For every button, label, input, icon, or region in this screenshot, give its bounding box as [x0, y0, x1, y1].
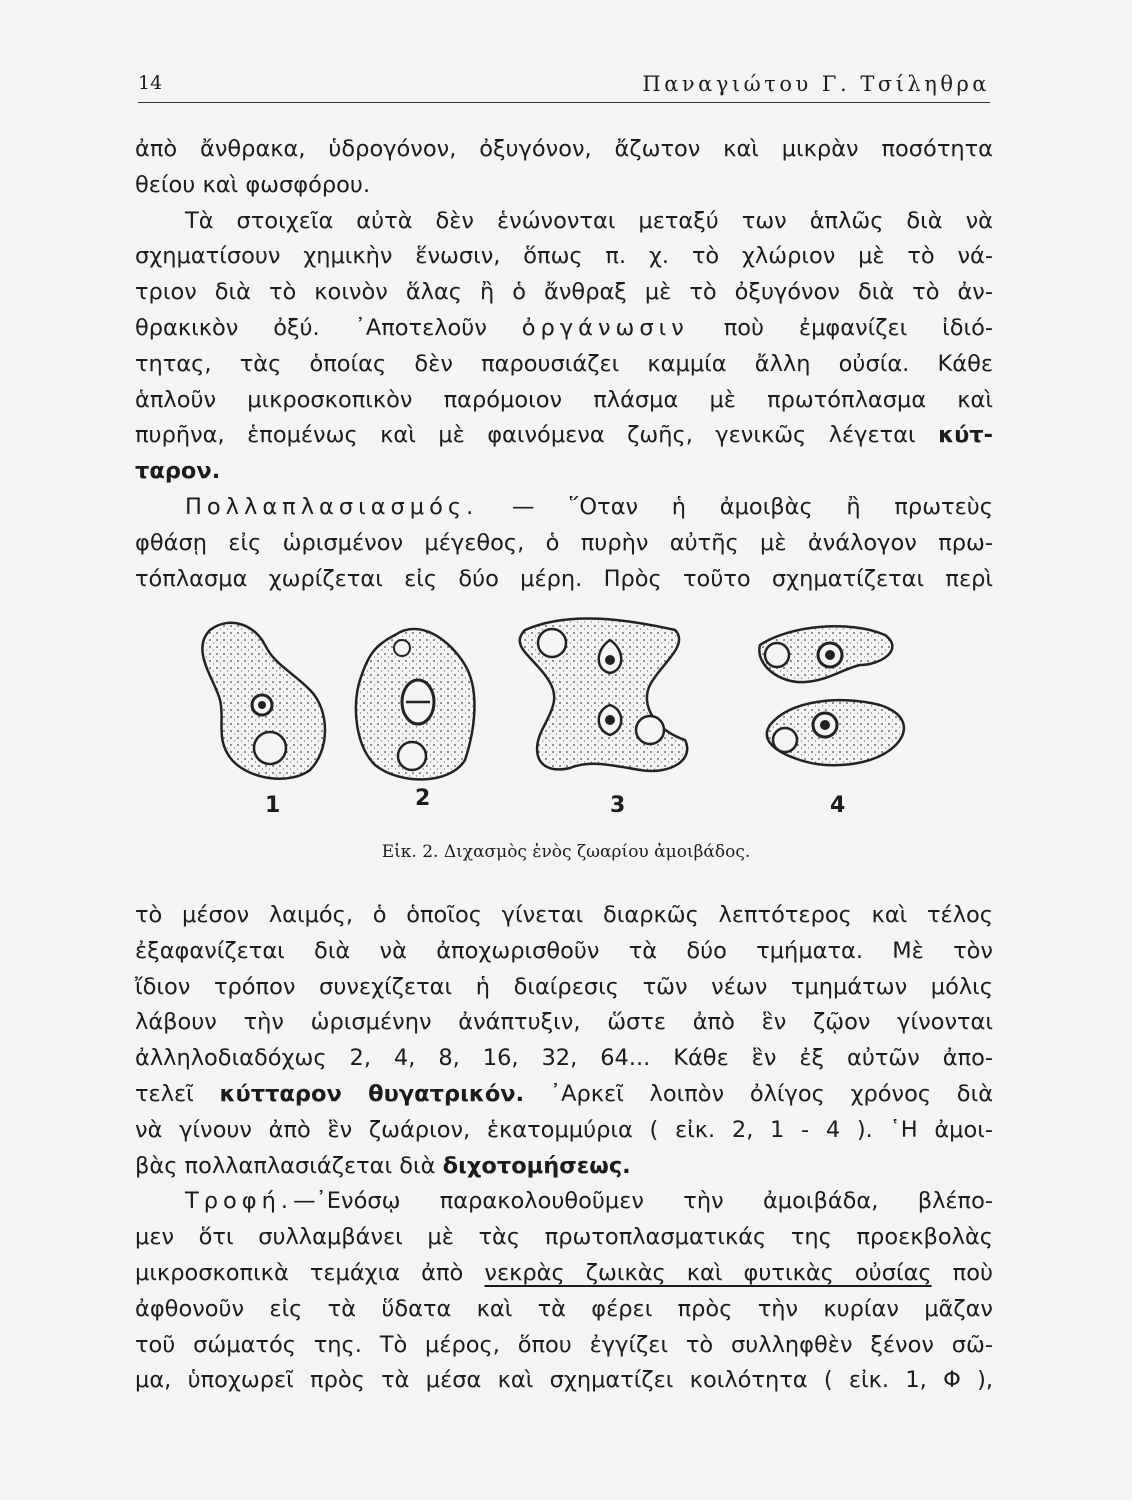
text-run: — ῞Οταν ἡ ἀμοιβὰς ἢ πρωτεὺς — [511, 493, 993, 520]
text-line: λάβουν τὴν ὡρισμένην ἀνάπτυξιν, ὥστε ἀπὸ ἓν ζῷον γίνονται — [135, 1009, 993, 1036]
bold-term: ταρον. — [135, 458, 221, 485]
text-line: τριον διὰ τὸ κοινὸν ἅλας ἢ ὁ ἄνθραξ μὲ τὸ ὀξυγόνον διὰ τὸ ἀν- — [135, 279, 993, 306]
text-line: μεν ὅτι συλλαμβάνει μὲ τὰς πρωτοπλασματικάς της προεκβολὰς — [135, 1224, 993, 1251]
text-run: ᾽Αρκεῖ λοιπὸν ὀλίγος χρόνος διὰ — [549, 1080, 994, 1107]
text-line: ἀπὸ ἄνθρακα, ὑδρογόνον, ὀξυγόνον, ἄζωτον καὶ μικρὰν ποσότητα — [135, 136, 993, 162]
amoeba-stage-2 — [356, 629, 475, 779]
text-line — [135, 1256, 993, 1292]
text-run: βὰς πολλαπλασιάζεται διὰ — [135, 1152, 436, 1179]
figure-label-3: 3 — [610, 793, 626, 818]
text-run: μικροσκοπικὰ τεμάχια ἀπὸ — [135, 1259, 464, 1286]
text-run: ποὺ ἐμφανίζει ἰδιό- — [723, 314, 994, 341]
text-run: τελεῖ — [135, 1080, 194, 1107]
page-number: 14 — [138, 72, 163, 94]
text-run: ποὺ — [952, 1259, 994, 1286]
amoeba-illustration — [180, 610, 940, 825]
running-head: Παναγιώτου Γ. Τσίληθρα — [642, 72, 990, 96]
text-run: θρακικὸν ὀξύ. ᾽Αποτελοῦν — [135, 314, 487, 341]
text-line: τόπλασμα χωρίζεται εἰς δύο μέρη. Πρὸς τοῦτο σχηματίζεται περὶ — [135, 565, 993, 592]
bold-term: κύτταρον θυγατρικόν. — [219, 1080, 525, 1107]
text-line: ἁπλοῦν μικροσκοπικὸν παρόμοιον πλάσμα μὲ πρωτόπλασμα καὶ — [135, 386, 993, 413]
text-line — [135, 311, 993, 347]
text-line: ἀλληλοδιαδόχως 2, 4, 8, 16, 32, 64... Κάθε ἓν ἐξ αὐτῶν ἀπο- — [135, 1045, 993, 1072]
text-run: πυρῆνα, ἑπομένως καὶ μὲ φαινόμενα ζωῆς, γενικῶς λέγεται — [135, 422, 916, 449]
text-line: νὰ γίνουν ἀπὸ ἓν ζωάριον, ἑκατομμύρια ( εἰκ. 2, 1 - 4 ). ῾Η ἀμοι- — [135, 1116, 993, 1143]
text-line: ἴδιον τρόπον συνεχίζεται ἡ διαίρεσις τῶν νέων τμημάτων μόλις — [135, 973, 993, 1000]
body-text-bottom — [135, 898, 993, 1399]
amoeba-stage-4 — [759, 626, 904, 765]
text-line — [135, 490, 993, 526]
text-line: τοῦ σώματός της. Τὸ μέρος, ὅπου ἐγγίζει τὸ συλληφθὲν ξένον σῶ- — [135, 1331, 993, 1358]
text-line — [135, 418, 993, 454]
spaced-term: ὀργάνωσιν — [521, 314, 689, 341]
bold-term: κύτ- — [938, 422, 993, 449]
amoeba-stage-3 — [520, 618, 688, 771]
text-line: σχηματίσουν χημικὴν ἕνωσιν, ὅπως π. χ. τὸ χλώριον μὲ τὸ νά- — [135, 243, 993, 270]
text-line — [135, 1149, 993, 1185]
figure-caption: Εἰκ. 2. Διχασμὸς ἑνὸς ζωαρίου ἀμοιβάδος. — [381, 842, 751, 862]
text-line — [135, 454, 993, 490]
text-line: τητας, τὰς ὁποίας δὲν παρουσιάζει καμμία ἄλλη οὐσία. Κάθε — [135, 350, 993, 377]
body-text-top — [135, 132, 993, 597]
text-line: φθάσῃ εἰς ὡρισμένον μέγεθος, ὁ πυρὴν αὐτῆς μὲ ἀνάλογον πρω- — [135, 529, 993, 556]
figure-label-1: 1 — [265, 793, 281, 818]
underlined-phrase: νεκρὰς ζωικὰς καὶ φυτικὰς οὐσίας — [484, 1259, 932, 1286]
figure-label-2: 2 — [415, 786, 431, 811]
bold-term: διχοτομήσεως. — [442, 1152, 631, 1179]
text-run: —᾽Ενόσῳ παρακολουθοῦμεν τὴν ἀμοιβάδα, βλέπο- — [293, 1188, 993, 1215]
text-line: μα, ὑποχωρεῖ πρὸς τὰ μέσα καὶ σχηματίζει κοιλότητα ( εἰκ. 1, Φ ), — [135, 1367, 993, 1394]
text-line — [135, 1184, 993, 1220]
section-heading: Πολλαπλασιασμός. — [185, 493, 479, 520]
text-line: Τὰ στοιχεῖα αὐτὰ δὲν ἑνώνονται μεταξύ των ἁπλῶς διὰ νὰ — [185, 207, 993, 234]
section-heading: Τροφή. — [185, 1188, 294, 1215]
page-header — [138, 72, 990, 102]
text-line: θείου καὶ φωσφόρου. — [135, 171, 371, 198]
text-line: ἀφθονοῦν εἰς τὰ ὕδατα καὶ τὰ φέρει πρὸς τὴν κυρίαν μᾶζαν — [135, 1295, 993, 1322]
text-line — [135, 1077, 993, 1113]
amoeba-stage-1 — [202, 623, 325, 779]
amoeba-figure — [180, 610, 940, 825]
text-line: ἐξαφανίζεται διὰ νὰ ἀποχωρισθοῦν τὰ δύο τμήματα. Μὲ τὸν — [135, 937, 993, 964]
text-line: τὸ μέσον λαιμός, ὁ ὁποῖος γίνεται διαρκῶς λεπτότερος καὶ τέλος — [135, 902, 993, 928]
header-rule — [138, 102, 990, 103]
figure-label-4: 4 — [830, 793, 846, 818]
